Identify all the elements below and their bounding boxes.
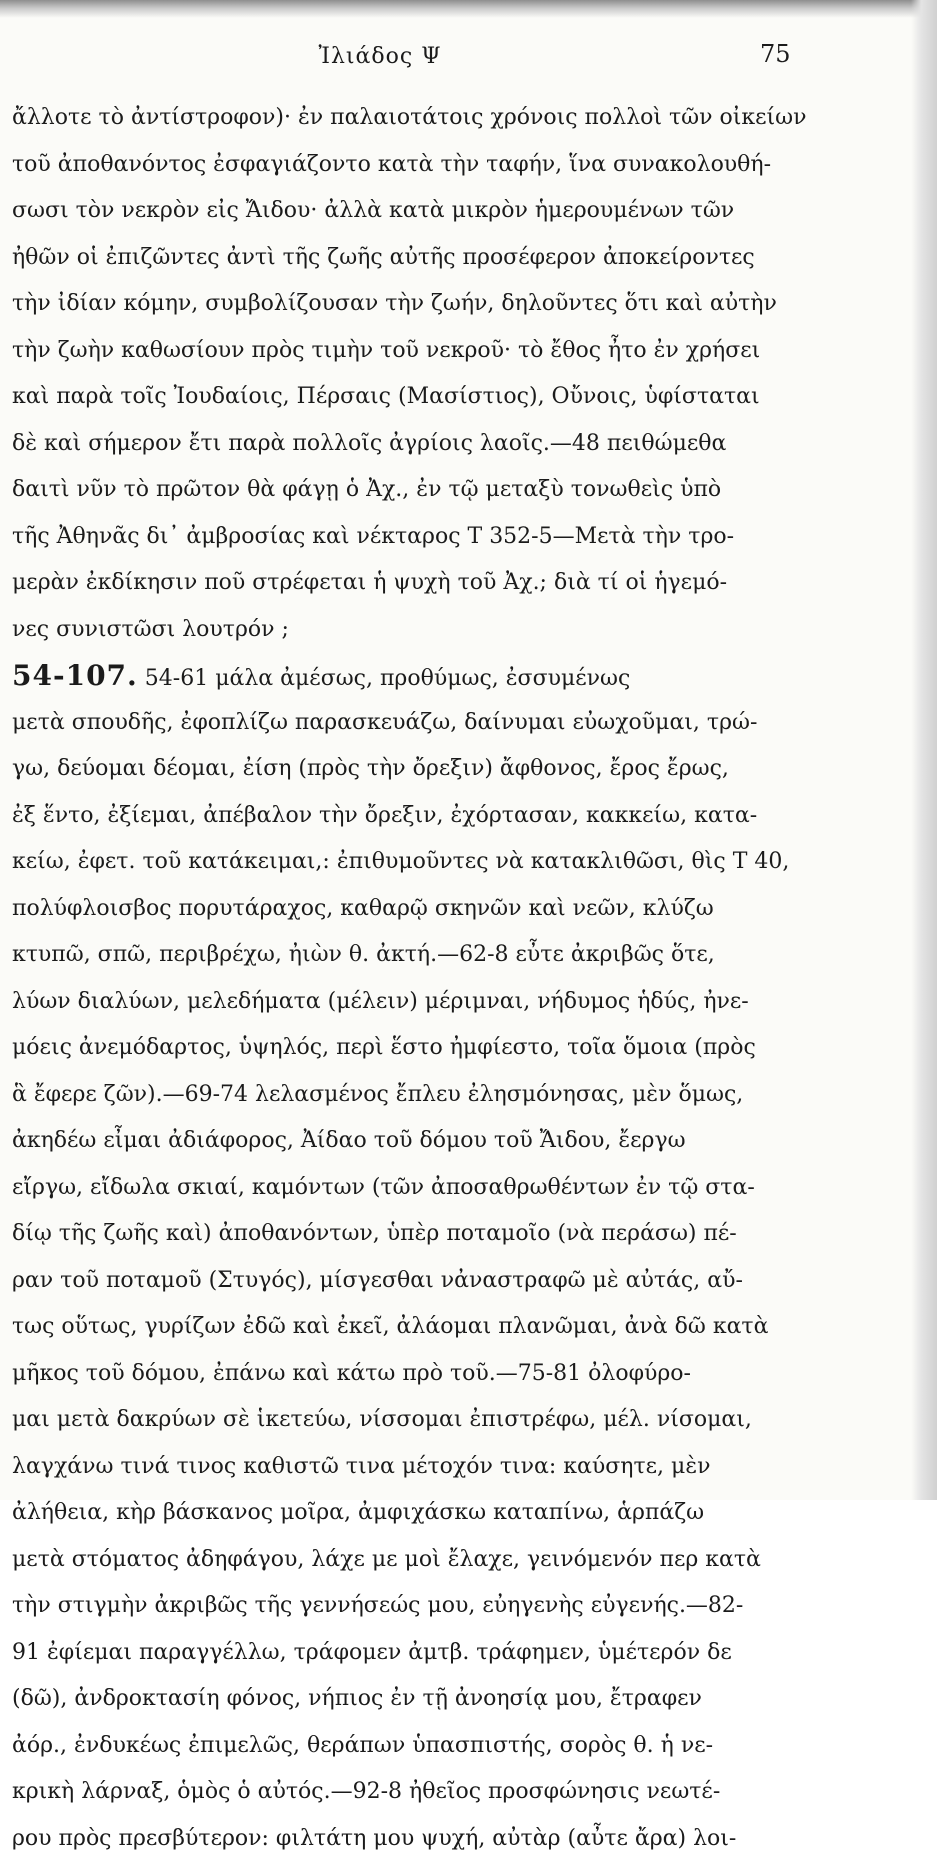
text-line: ἀόρ., ἐνδυκέως ἐπιμελῶς, θεράπων ὑπασπιστής, σορὸς θ. ἡ νε- — [12, 1723, 812, 1770]
text-line: μαι μετὰ δακρύων σὲ ἱκετεύω, νίσσομαι ἐπιστρέφω, μέλ. νίσομαι, — [12, 1397, 812, 1444]
text-line: ραν τοῦ ποταμοῦ (Στυγός), μίσγεσθαι νἀναστραφῶ μὲ αὐτάς, αὔ- — [12, 1258, 812, 1305]
commentary-text — [12, 95, 812, 1862]
text-line: δὲ καὶ σήμερον ἔτι παρὰ πολλοῖς ἀγρίοις λαοῖς.—48 πειθώμεθα — [12, 421, 812, 468]
text-line: νες συνιστῶσι λουτρόν ; — [12, 607, 812, 654]
text-line: μῆκος τοῦ δόμου, ἐπάνω καὶ κάτω πρὸ τοῦ.—75-81 ὀλοφύρο- — [12, 1351, 812, 1398]
text-line: καὶ παρὰ τοῖς Ἰουδαίοις, Πέρσαις (Μασίστιος), Οὔνοις, ὑφίσταται — [12, 374, 812, 421]
text-line: τὴν ἰδίαν κόμην, συμβολίζουσαν τὴν ζωήν, δηλοῦντες ὅτι καὶ αὐτὴν — [12, 281, 812, 328]
text-line: δίῳ τῆς ζωῆς καὶ) ἀποθανόντων, ὑπὲρ ποταμοῖο (νὰ περάσω) πέ- — [12, 1211, 812, 1258]
text-line: λύων διαλύων, μελεδήματα (μέλειν) μέριμναι, νήδυμος ἡδύς, ἠνε- — [12, 979, 812, 1026]
text-line: κρικὴ λάρναξ, ὁμὸς ὁ αὐτός.—92-8 ἠθεῖος προσφώνησις νεωτέ- — [12, 1769, 812, 1816]
text-line: ἀκηδέω εἶμαι ἀδιάφορος, Ἀίδαο τοῦ δόμου τοῦ Ἄιδου, ἔεργω — [12, 1118, 812, 1165]
section-heading-line — [12, 653, 812, 700]
text-line: γω, δεύομαι δέομαι, ἐίση (πρὸς τὴν ὄρεξιν) ἄφθονος, ἔρος ἔρως, — [12, 746, 812, 793]
page-top-shadow — [0, 0, 937, 18]
text-line: ρου πρὸς πρεσβύτερον: φιλτάτη μου ψυχή, αὐτὰρ (αὖτε ἄρα) λοι- — [12, 1816, 812, 1862]
text-line: ἐξ ἕντο, ἐξίεμαι, ἀπέβαλον τὴν ὄρεξιν, ἐχόρτασαν, κακκείω, κατα- — [12, 793, 812, 840]
text-line: τοῦ ἀποθανόντος ἐσφαγιάζοντο κατὰ τὴν ταφήν, ἵνα συνακολουθή- — [12, 142, 812, 189]
text-line: λαγχάνω τινά τινος καθιστῶ τινα μέτοχόν τινα: καύσητε, μὲν — [12, 1444, 812, 1491]
text-line: ἠθῶν οἱ ἐπιζῶντες ἀντὶ τῆς ζωῆς αὐτῆς προσέφερον ἀποκείροντες — [12, 235, 812, 282]
text-line: σωσι τὸν νεκρὸν εἰς Ἄιδου· ἀλλὰ κατὰ μικρὸν ἡμερουμένων τῶν — [12, 188, 812, 235]
text-line: μερὰν ἐκδίκησιν ποῦ στρέφεται ἡ ψυχὴ τοῦ Ἀχ.; διὰ τί οἱ ἡγεμό- — [12, 560, 812, 607]
text-line: εἴργω, εἴδωλα σκιαί, καμόντων (τῶν ἀποσαθρωθέντων ἐν τῷ στα- — [12, 1165, 812, 1212]
page-right-edge — [911, 0, 937, 1500]
section-first-line: 54-61 μάλα ἀμέσως, προθύμως, ἐσσυμένως — [138, 666, 631, 691]
text-line: ἃ ἔφερε ζῶν).—69-74 λελασμένος ἔπλευ ἐλησμόνησας, μὲν ὅμως, — [12, 1072, 812, 1119]
text-line: τὴν στιγμὴν ἀκριβῶς τῆς γεννήσεώς μου, εὐηγενὴς εὐγενής.—82- — [12, 1583, 812, 1630]
text-line: κτυπῶ, σπῶ, περιβρέχω, ἠιὼν θ. ἀκτή.—62-8 εὖτε ἀκριβῶς ὅτε, — [12, 932, 812, 979]
text-line: ἀλήθεια, κὴρ βάσκανος μοῖρα, ἀμφιχάσκω καταπίνω, ἁρπάζω — [12, 1490, 812, 1537]
text-line: τῆς Ἀθηνᾶς δι᾽ ἀμβροσίας καὶ νέκταρος Τ 352-5—Μετὰ τὴν τρο- — [12, 514, 812, 561]
text-line: μετὰ στόματος ἀδηφάγου, λάχε με μοὶ ἔλαχε, γεινόμενόν περ κατὰ — [12, 1537, 812, 1584]
text-line: κείω, ἐφετ. τοῦ κατάκειμαι,: ἐπιθυμοῦντες νὰ κατακλιθῶσι, θὶς Τ 40, — [12, 839, 812, 886]
text-line: τὴν ζωὴν καθωσίουν πρὸς τιμὴν τοῦ νεκροῦ· τὸ ἔθος ἦτο ἐν χρήσει — [12, 328, 812, 375]
text-line: (δῶ), ἀνδροκτασίη φόνος, νήπιος ἐν τῇ ἀνοησίᾳ μου, ἔτραφεν — [12, 1676, 812, 1723]
text-line: 91 ἐφίεμαι παραγγέλλω, τράφομεν ἀμτβ. τράφημεν, ὑμέτερόν δε — [12, 1630, 812, 1677]
running-header-title: Ἰλιάδος Ψ — [0, 44, 760, 69]
page-number: 75 — [760, 40, 791, 68]
text-line: μόεις ἀνεμόδαρτος, ὑψηλός, περὶ ἕστο ἠμφίεστο, τοῖα ὅμοια (πρὸς — [12, 1025, 812, 1072]
text-line: τως οὕτως, γυρίζων ἐδῶ καὶ ἐκεῖ, ἀλάομαι πλανῶμαι, ἀνὰ δῶ κατὰ — [12, 1304, 812, 1351]
text-line: ἄλλοτε τὸ ἀντίστροφον)· ἐν παλαιοτάτοις χρόνοις πολλοὶ τῶν οἰκείων — [12, 95, 812, 142]
text-line: δαιτὶ νῦν τὸ πρῶτον θὰ φάγῃ ὁ Ἀχ., ἐν τῷ μεταξὺ τονωθεὶς ὑπὸ — [12, 467, 812, 514]
text-line: πολύφλοισβος πορυτάραχος, καθαρῷ σκηνῶν καὶ νεῶν, κλύζω — [12, 886, 812, 933]
section-number: 54-107. — [12, 659, 138, 692]
text-line: μετὰ σπουδῆς, ἐφοπλίζω παρασκευάζω, δαίνυμαι εὐωχοῦμαι, τρώ- — [12, 700, 812, 747]
